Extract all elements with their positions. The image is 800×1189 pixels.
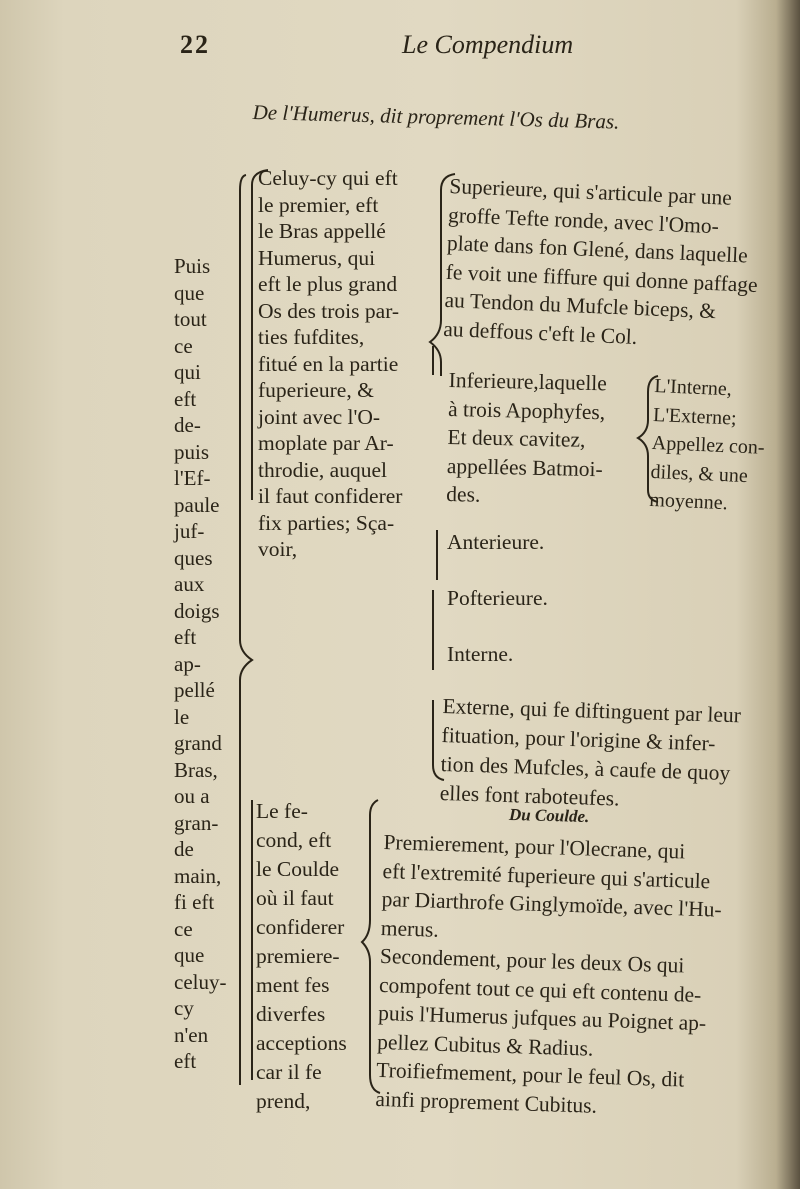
inferieure-line: des. bbox=[446, 481, 481, 507]
coulde-line: ainfi proprement Cubitus. bbox=[375, 1086, 598, 1118]
inferieure-line: appellées Batmoi- bbox=[446, 453, 603, 481]
first-part-line: joint avec l'O- bbox=[258, 404, 381, 429]
coulde-line: pellez Cubitus & Radius. bbox=[376, 1029, 594, 1061]
superieure-line: groffe Tefte ronde, avec l'Omo- bbox=[447, 202, 720, 238]
second-part-line: acceptions bbox=[256, 1031, 347, 1055]
interne-label: Interne. bbox=[447, 642, 514, 666]
left-column-line: fi eft bbox=[174, 890, 215, 914]
first-part-line: fuperieure, & bbox=[258, 378, 374, 402]
left-column-line: que bbox=[174, 943, 205, 967]
second-part-line: confiderer bbox=[256, 915, 345, 939]
chapter-title: De l'Humerus, dit proprement l'Os du Bras. bbox=[252, 100, 620, 134]
externe-line: tion des Mufcles, à caufe de quoy bbox=[440, 751, 731, 786]
superieure-line: au Tendon du Mufcle biceps, & bbox=[444, 287, 717, 324]
first-part-line: Humerus, qui bbox=[258, 245, 376, 270]
left-column-line: puis bbox=[174, 439, 210, 464]
first-part-line: voir, bbox=[258, 537, 298, 561]
du-coulde-heading: Du Coulde. bbox=[508, 804, 590, 827]
externe-line: fituation, pour l'origine & infer- bbox=[441, 722, 716, 756]
left-column-line: le bbox=[174, 704, 190, 729]
second-part-line: Le fe- bbox=[256, 799, 308, 823]
left-column-line: tout bbox=[174, 307, 207, 331]
coulde-line: merus. bbox=[380, 915, 440, 942]
second-part-line: le Coulde bbox=[256, 857, 339, 881]
first-part-line: il faut confiderer bbox=[258, 484, 403, 508]
first-part-text bbox=[258, 165, 402, 563]
left-column-line: main, bbox=[174, 863, 222, 888]
superieure-line: Superieure, qui s'articule par une bbox=[448, 173, 733, 210]
coulde-line: puis l'Humerus jufques au Poignet ap- bbox=[377, 1000, 707, 1036]
inferieure-line: Et deux cavitez, bbox=[447, 424, 586, 452]
left-column-line: de bbox=[174, 837, 194, 861]
inferieure-line: à trois Apophyfes, bbox=[447, 396, 606, 424]
second-part-line: ment fes bbox=[256, 973, 330, 997]
left-column-line: que bbox=[174, 280, 205, 305]
first-part-line: fitué en la partie bbox=[258, 351, 399, 376]
second-part-line: premiere- bbox=[256, 944, 340, 968]
coulde-line: Secondement, pour les deux Os qui bbox=[379, 943, 685, 978]
superieure-line: fe voit une fiffure qui donne paffage bbox=[445, 259, 759, 297]
running-head: Le Compendium bbox=[402, 30, 574, 59]
left-column-line: ce bbox=[174, 333, 193, 358]
externe-line: Externe, qui fe diftinguent par leur bbox=[442, 693, 742, 728]
left-column-text bbox=[174, 253, 226, 1075]
left-column-line: eft bbox=[174, 386, 197, 411]
page-number: 22 bbox=[180, 30, 210, 59]
superieure-line: au deffous c'eft le Col. bbox=[442, 316, 638, 349]
superieure-text bbox=[443, 172, 762, 356]
first-part-line: Os des trois par- bbox=[258, 298, 400, 323]
apophyses-text bbox=[649, 372, 768, 519]
left-column-line: n'en bbox=[174, 1022, 209, 1047]
left-column-line: de- bbox=[174, 413, 201, 437]
left-column-line: l'Ef- bbox=[174, 466, 211, 490]
left-column-line: eft bbox=[174, 1049, 197, 1073]
inferieure-line: Inferieure,laquelle bbox=[448, 367, 608, 396]
left-column-line: Puis bbox=[174, 254, 211, 278]
first-part-line: le premier, eft bbox=[258, 192, 379, 217]
left-column-line: Bras, bbox=[174, 757, 218, 782]
first-part-line: eft le plus grand bbox=[258, 272, 398, 296]
inferieure-text bbox=[446, 366, 607, 512]
left-column-line: pellé bbox=[174, 678, 215, 702]
first-part-line: fix parties; Sça- bbox=[258, 510, 395, 535]
externe-line: elles font raboteufes. bbox=[439, 780, 620, 811]
coulde-text bbox=[375, 828, 724, 1124]
first-part-line: moplate par Ar- bbox=[258, 431, 394, 455]
apophyses-line: L'Interne, bbox=[653, 374, 733, 401]
anterieure-label: Anterieure. bbox=[447, 530, 545, 554]
coulde-line: eft l'extremité fuperieure qui s'articule bbox=[382, 858, 711, 893]
second-part-line: car il fe bbox=[256, 1060, 322, 1084]
externe-text bbox=[439, 692, 741, 817]
coulde-line: Premierement, pour l'Olecrane, qui bbox=[383, 829, 686, 864]
left-column-line: gran- bbox=[174, 810, 219, 835]
first-part-line: ties fufdites, bbox=[258, 325, 365, 349]
left-column-line: eft bbox=[174, 625, 197, 649]
left-column-line: aux bbox=[174, 572, 205, 596]
second-part-line: prend, bbox=[256, 1089, 311, 1113]
left-column-line: qui bbox=[174, 360, 201, 384]
second-part-line: diverfes bbox=[256, 1002, 326, 1026]
apophyses-line: Appellez con- bbox=[651, 431, 766, 459]
left-column-line: doigs bbox=[174, 598, 220, 623]
left-column-line: ap- bbox=[174, 651, 201, 676]
second-part-line: cond, eft bbox=[256, 828, 332, 852]
coulde-line: Troifiefmement, pour le feul Os, dit bbox=[376, 1057, 685, 1092]
left-column-line: juf- bbox=[174, 519, 205, 543]
coulde-line: compofent tout ce qui eft contenu de- bbox=[378, 972, 702, 1007]
second-part-line: où il faut bbox=[256, 886, 334, 910]
apophyses-line: diles, & une bbox=[650, 460, 749, 487]
left-column-line: celuy- bbox=[174, 969, 227, 994]
first-part-line: le Bras appellé bbox=[258, 219, 386, 243]
apophyses-line: L'Externe; bbox=[652, 403, 738, 430]
first-part-line: throdie, auquel bbox=[258, 457, 387, 482]
coulde-line: par Diarthrofe Ginglymoïde, avec l'Hu- bbox=[381, 886, 722, 922]
left-column-line: ce bbox=[174, 916, 193, 941]
left-column-line: ou a bbox=[174, 784, 210, 808]
left-main-brace bbox=[240, 175, 252, 1085]
superieure-line: plate dans fon Glené, dans laquelle bbox=[446, 230, 749, 268]
first-part-line: Celuy-cy qui eft bbox=[258, 166, 398, 190]
left-column-line: cy bbox=[174, 996, 194, 1020]
left-column-line: ques bbox=[174, 545, 213, 570]
left-column-line: grand bbox=[174, 731, 222, 755]
second-part-text bbox=[256, 797, 347, 1116]
left-column-line: paule bbox=[174, 492, 220, 517]
apophyses-line: moyenne. bbox=[648, 488, 729, 515]
posterieure-label: Pofterieure. bbox=[447, 586, 548, 610]
